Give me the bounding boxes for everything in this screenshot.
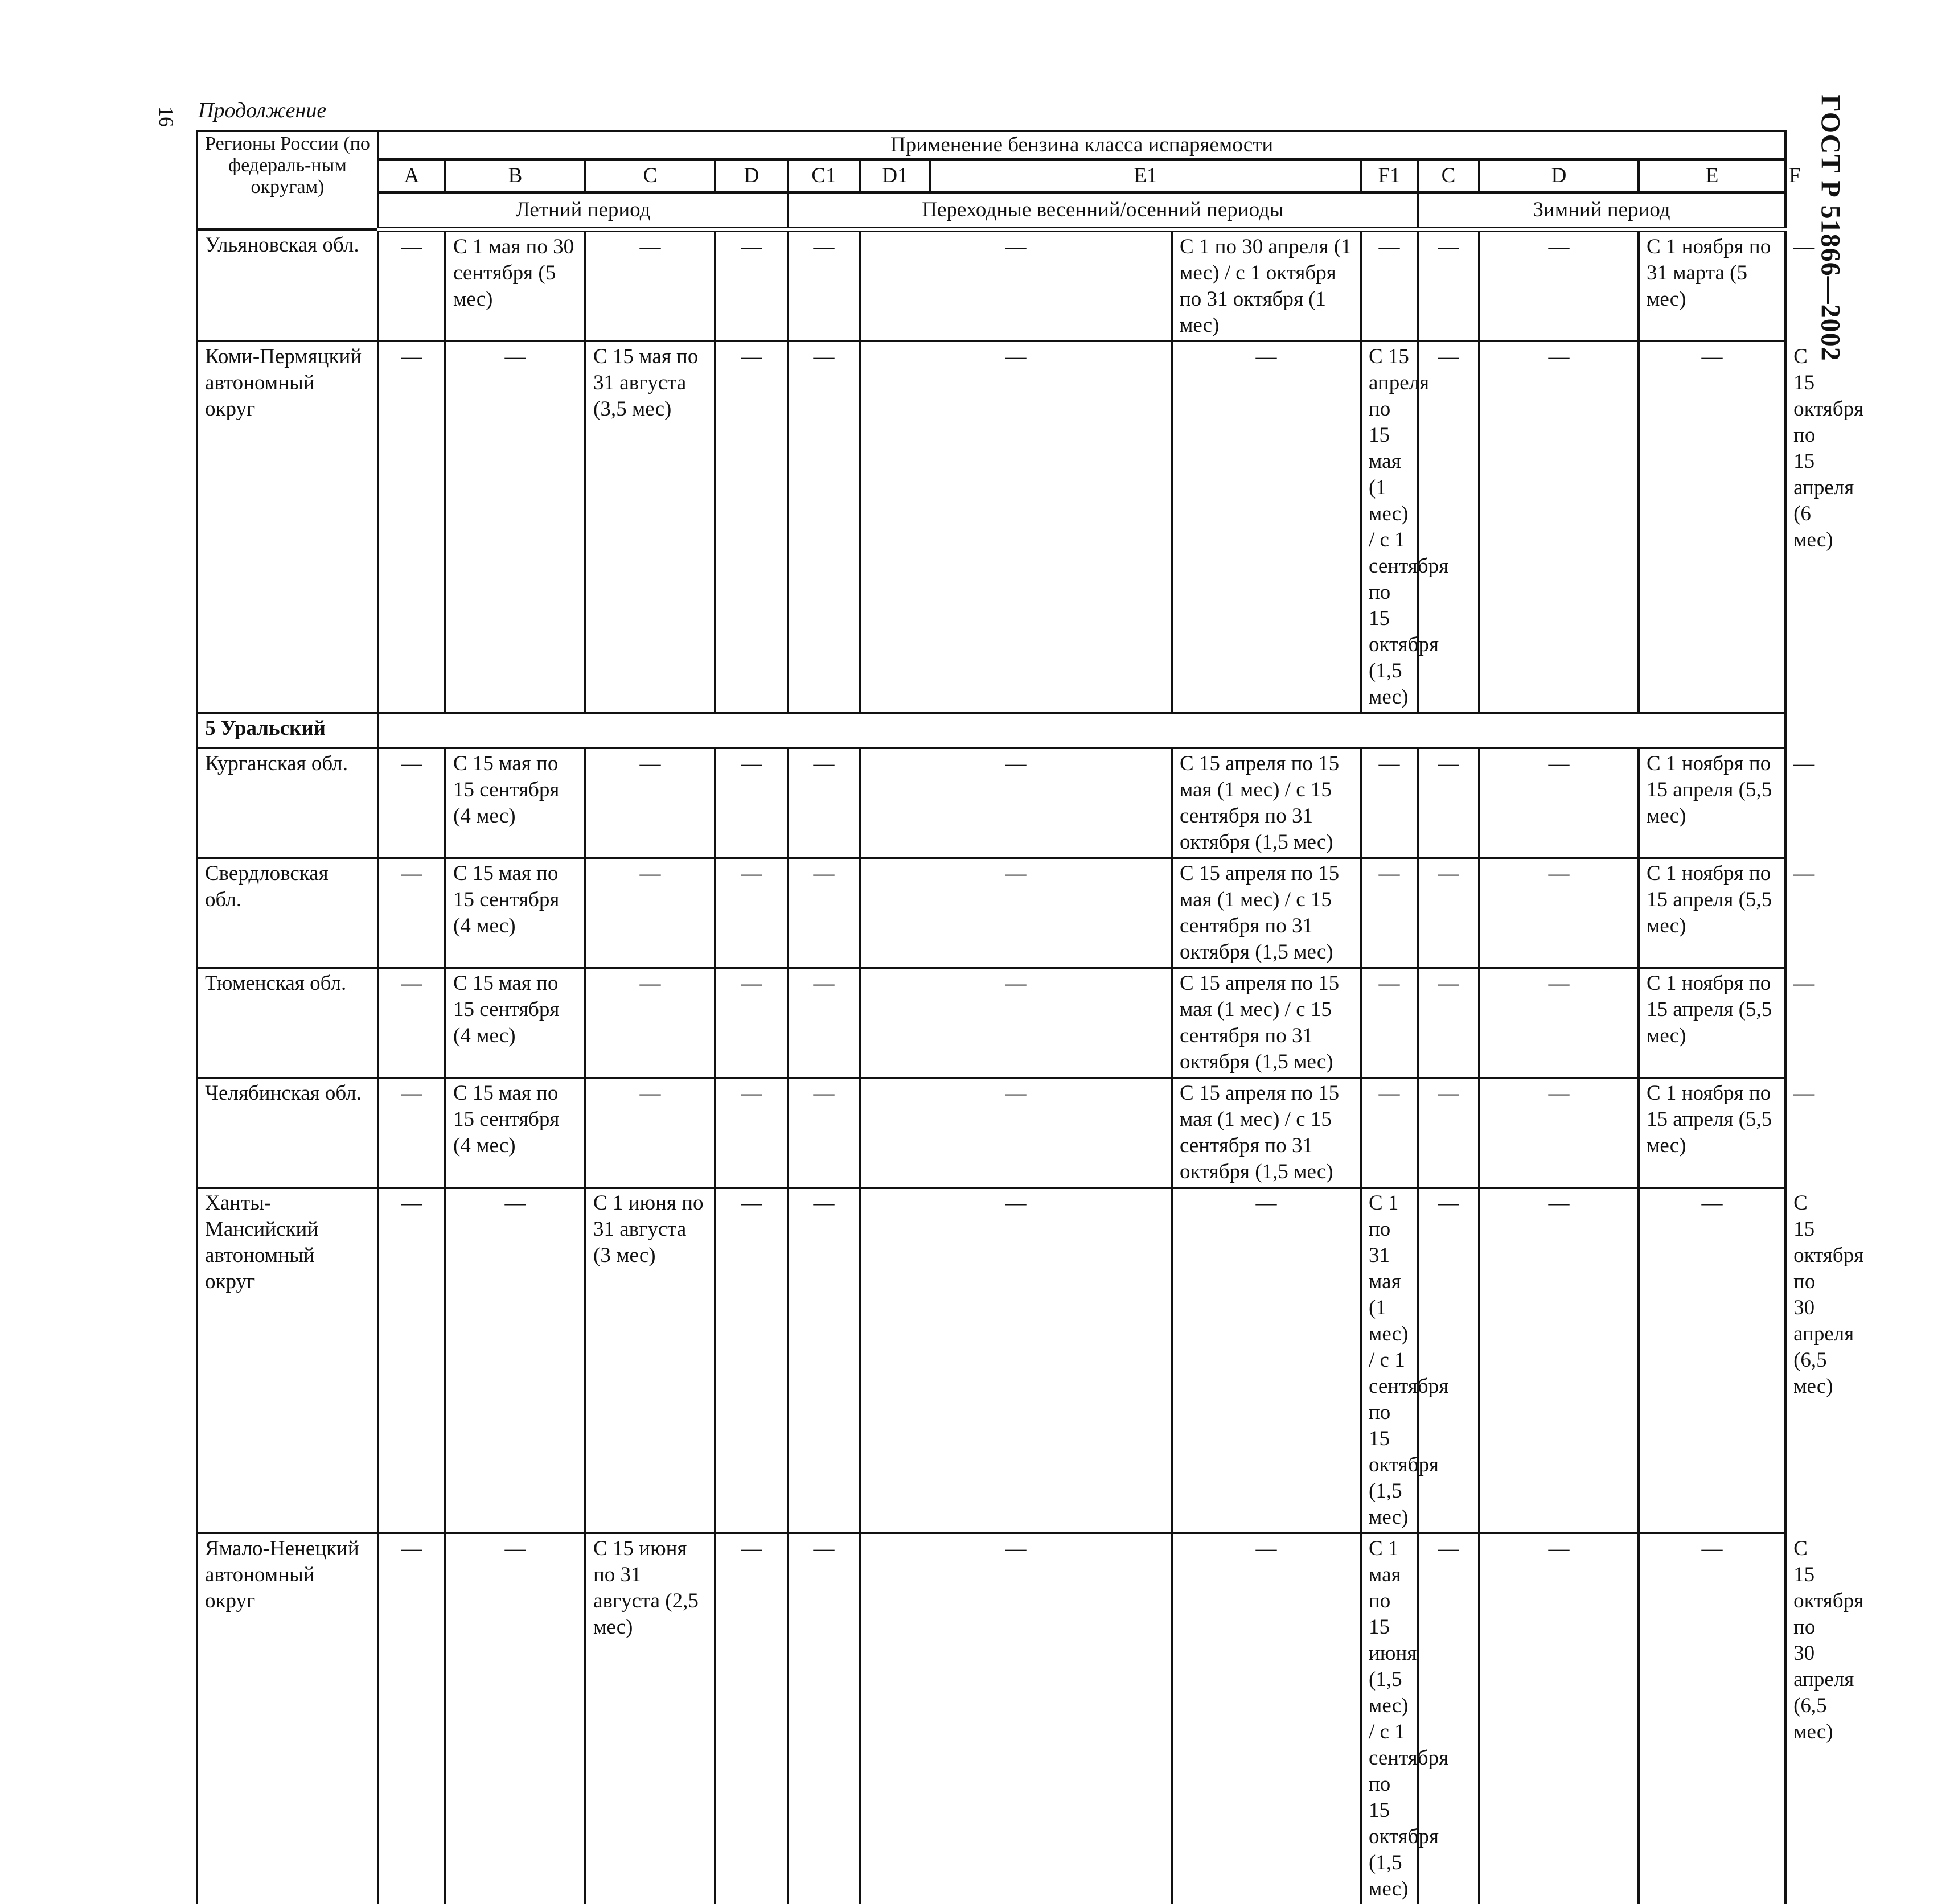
table-row: Ямало-Ненецкий автономный округ — — С 15 июня по 31 августа (2,5 мес) — — — — С 1 мая по 15 июня (1,5 мес) / с 1 сентября по 15 октября (1,5 мес) — — — С 15 октября по 30 апреля (6,5 мес) bbox=[197, 1533, 1785, 1904]
class-e1-cell: — bbox=[1172, 1533, 1361, 1904]
class-d-cell: — bbox=[715, 342, 788, 713]
winter-e-cell: — bbox=[1639, 1188, 1785, 1533]
class-d1-cell: — bbox=[860, 858, 1172, 968]
winter-e-cell: С 1 ноября по 15 апреля (5,5 мес) bbox=[1639, 968, 1785, 1078]
class-d-cell: — bbox=[715, 1078, 788, 1188]
class-f1-cell: — bbox=[1361, 858, 1418, 968]
class-c-cell: — bbox=[585, 858, 715, 968]
class-b-cell: С 15 мая по 15 сентября (4 мес) bbox=[445, 858, 585, 968]
class-b-cell: С 15 мая по 15 сентября (4 мес) bbox=[445, 1078, 585, 1188]
winter-d-cell: — bbox=[1479, 1188, 1639, 1533]
winter-c-cell: — bbox=[1418, 749, 1479, 858]
class-a-cell: — bbox=[378, 342, 445, 713]
class-d1-cell: — bbox=[860, 229, 1172, 342]
class-letter-header: А bbox=[378, 159, 445, 192]
winter-d-cell: — bbox=[1479, 1078, 1639, 1188]
table-body bbox=[197, 229, 1785, 1904]
class-a-cell: — bbox=[378, 1078, 445, 1188]
class-letter-header: C bbox=[1418, 159, 1479, 192]
region-cell: Коми-Пермяцкий автономный округ bbox=[197, 342, 378, 713]
class-c1-cell: — bbox=[788, 1188, 860, 1533]
class-c-cell: С 1 июня по 31 августа (3 мес) bbox=[585, 1188, 715, 1533]
table-row: Тюменская обл. — С 15 мая по 15 сентября (4 мес) — — — — С 15 апреля по 15 мая (1 мес) / с 15 сентября по 31 октября (1,5 мес) — — — С 1 ноября по 15 апреля (5,5 мес) — bbox=[197, 968, 1785, 1078]
class-a-cell: — bbox=[378, 1533, 445, 1904]
class-d1-cell: — bbox=[860, 1078, 1172, 1188]
class-c-cell: — bbox=[585, 1078, 715, 1188]
class-letter-header: F1 bbox=[1361, 159, 1418, 192]
table-row: Челябинская обл. — С 15 мая по 15 сентября (4 мес) — — — — С 15 апреля по 15 мая (1 мес) / с 15 сентября по 31 октября (1,5 мес) — — — С 1 ноября по 15 апреля (5,5 мес) — bbox=[197, 1078, 1785, 1188]
class-letter-header: C1 bbox=[788, 159, 860, 192]
table-row: Ульяновская обл. — С 1 мая по 30 сентября (5 мес) — — — — С 1 по 30 апреля (1 мес) / с 1 октября по 31 октября (1 мес) — — — С 1 ноября по 31 марта (5 мес) — bbox=[197, 229, 1785, 342]
class-f1-cell: С 15 апреля по 15 мая (1 мес) / с 1 сентября по 15 октября (1,5 мес) bbox=[1361, 342, 1418, 713]
standard-code bbox=[1811, 102, 1850, 353]
class-letter-header: E1 bbox=[930, 159, 1361, 192]
class-f1-cell: — bbox=[1361, 968, 1418, 1078]
transition-period-header: Переходные весенний/осенний периоды bbox=[788, 192, 1418, 229]
class-d1-cell: — bbox=[860, 342, 1172, 713]
class-f1-cell: — bbox=[1361, 1078, 1418, 1188]
class-c1-cell: — bbox=[788, 1078, 860, 1188]
class-letter-header: В bbox=[445, 159, 585, 192]
winter-d-cell: — bbox=[1479, 968, 1639, 1078]
winter-c-cell: — bbox=[1418, 1533, 1479, 1904]
class-letters-row: А В С D C1 D1 E1 F1 C D E F bbox=[197, 159, 1785, 192]
class-d1-cell: — bbox=[860, 1533, 1172, 1904]
class-c1-cell: — bbox=[788, 229, 860, 342]
winter-e-cell: — bbox=[1639, 342, 1785, 713]
period-row bbox=[197, 192, 1785, 229]
class-d1-cell: — bbox=[860, 749, 1172, 858]
table-header bbox=[197, 131, 1785, 229]
winter-c-cell: — bbox=[1418, 342, 1479, 713]
class-e1-cell: С 1 по 30 апреля (1 мес) / с 1 октября по 31 октября (1 мес) bbox=[1172, 229, 1361, 342]
winter-d-cell: — bbox=[1479, 1533, 1639, 1904]
class-f1-cell: — bbox=[1361, 229, 1418, 342]
class-letter-header: E bbox=[1639, 159, 1785, 192]
class-c1-cell: — bbox=[788, 342, 860, 713]
class-letter-header: D bbox=[1479, 159, 1639, 192]
class-c-cell: С 15 июня по 31 августа (2,5 мес) bbox=[585, 1533, 715, 1904]
class-d-cell: — bbox=[715, 858, 788, 968]
region-cell: Ульяновская обл. bbox=[197, 229, 378, 342]
class-d-cell: — bbox=[715, 968, 788, 1078]
class-b-cell: — bbox=[445, 1533, 585, 1904]
table-row: Курганская обл. — С 15 мая по 15 сентября (4 мес) — — — — С 15 апреля по 15 мая (1 мес) / с 15 сентября по 31 октября (1,5 мес) — — — С 1 ноября по 15 апреля (5,5 мес) — bbox=[197, 749, 1785, 858]
class-c-cell: — bbox=[585, 749, 715, 858]
class-d1-cell: — bbox=[860, 968, 1172, 1078]
class-e1-cell: С 15 апреля по 15 мая (1 мес) / с 15 сентября по 31 октября (1,5 мес) bbox=[1172, 749, 1361, 858]
class-a-cell: — bbox=[378, 858, 445, 968]
class-b-cell: — bbox=[445, 1188, 585, 1533]
winter-c-cell: — bbox=[1418, 858, 1479, 968]
class-c-cell: — bbox=[585, 229, 715, 342]
class-c1-cell: — bbox=[788, 968, 860, 1078]
winter-period-header: Зимний период bbox=[1418, 192, 1785, 229]
class-c-cell: — bbox=[585, 968, 715, 1078]
table-row: Ханты-Мансийский автономный округ — — С 1 июня по 31 августа (3 мес) — — — — С 1 по 31 мая (1 мес) / с 1 сентября по 15 октября (1,5 мес) — — — С 15 октября по 30 апреля (6,5 мес) bbox=[197, 1188, 1785, 1533]
standard-code-text: ГОСТ Р 51866—2002 bbox=[1815, 94, 1846, 361]
volatility-class-group-header: Применение бензина класса испаряемости bbox=[378, 131, 1785, 159]
table-row: Коми-Пермяцкий автономный округ — — С 15 мая по 31 августа (3,5 мес) — — — — С 15 апреля по 15 мая (1 мес) / с 1 сентября по 15 октября (1,5 мес) — — — С 15 октября по 15 апреля (6 мес) bbox=[197, 342, 1785, 713]
district-title: 5 Уральский bbox=[197, 713, 378, 749]
winter-d-cell: — bbox=[1479, 858, 1639, 968]
class-d-cell: — bbox=[715, 749, 788, 858]
class-b-cell: — bbox=[445, 342, 585, 713]
class-b-cell: С 15 мая по 15 сентября (4 мес) bbox=[445, 749, 585, 858]
continuation-label: Продолжение bbox=[198, 98, 326, 123]
summer-period-header: Летний период bbox=[378, 192, 788, 229]
class-b-cell: С 15 мая по 15 сентября (4 мес) bbox=[445, 968, 585, 1078]
page-number: 16 bbox=[149, 100, 183, 134]
winter-e-cell: С 1 ноября по 15 апреля (5,5 мес) bbox=[1639, 858, 1785, 968]
region-cell: Челябинская обл. bbox=[197, 1078, 378, 1188]
class-d1-cell: — bbox=[860, 1188, 1172, 1533]
class-d-cell: — bbox=[715, 229, 788, 342]
class-letter-header: С bbox=[585, 159, 715, 192]
winter-e-cell: С 1 ноября по 15 апреля (5,5 мес) bbox=[1639, 749, 1785, 858]
class-f1-cell: — bbox=[1361, 749, 1418, 858]
region-column-header: Регионы России (по федераль-ным округам) bbox=[197, 131, 378, 229]
class-f1-cell: С 1 мая по 15 июня (1,5 мес) / с 1 сентября по 15 октября (1,5 мес) bbox=[1361, 1533, 1418, 1904]
class-f1-cell: С 1 по 31 мая (1 мес) / с 1 сентября по 15 октября (1,5 мес) bbox=[1361, 1188, 1418, 1533]
winter-e-cell: С 1 ноября по 31 марта (5 мес) bbox=[1639, 229, 1785, 342]
class-e1-cell: — bbox=[1172, 1188, 1361, 1533]
class-b-cell: С 1 мая по 30 сентября (5 мес) bbox=[445, 229, 585, 342]
table-row: Свердловская обл. — С 15 мая по 15 сентября (4 мес) — — — — С 15 апреля по 15 мая (1 мес) / с 15 сентября по 31 октября (1,5 мес) — — — С 1 ноября по 15 апреля (5,5 мес) — bbox=[197, 858, 1785, 968]
region-cell: Свердловская обл. bbox=[197, 858, 378, 968]
class-c1-cell: — bbox=[788, 749, 860, 858]
region-cell: Ямало-Ненецкий автономный округ bbox=[197, 1533, 378, 1904]
class-letter-header: D1 bbox=[860, 159, 930, 192]
class-c1-cell: — bbox=[788, 1533, 860, 1904]
class-c-cell: С 15 мая по 31 августа (3,5 мес) bbox=[585, 342, 715, 713]
winter-d-cell: — bbox=[1479, 342, 1639, 713]
class-e1-cell: С 15 апреля по 15 мая (1 мес) / с 15 сентября по 31 октября (1,5 мес) bbox=[1172, 858, 1361, 968]
district-row bbox=[197, 713, 1785, 749]
class-c1-cell: — bbox=[788, 858, 860, 968]
class-a-cell: — bbox=[378, 749, 445, 858]
district-row-spacer bbox=[378, 713, 1785, 749]
class-a-cell: — bbox=[378, 1188, 445, 1533]
class-e1-cell: С 15 апреля по 15 мая (1 мес) / с 15 сентября по 31 октября (1,5 мес) bbox=[1172, 1078, 1361, 1188]
class-letter-header: D bbox=[715, 159, 788, 192]
class-d-cell: — bbox=[715, 1188, 788, 1533]
winter-e-cell: — bbox=[1639, 1533, 1785, 1904]
winter-c-cell: — bbox=[1418, 229, 1479, 342]
winter-e-cell: С 1 ноября по 15 апреля (5,5 мес) bbox=[1639, 1078, 1785, 1188]
winter-c-cell: — bbox=[1418, 1188, 1479, 1533]
class-d-cell: — bbox=[715, 1533, 788, 1904]
winter-c-cell: — bbox=[1418, 968, 1479, 1078]
winter-d-cell: — bbox=[1479, 229, 1639, 342]
winter-d-cell: — bbox=[1479, 749, 1639, 858]
winter-c-cell: — bbox=[1418, 1078, 1479, 1188]
region-cell: Курганская обл. bbox=[197, 749, 378, 858]
region-cell: Ханты-Мансийский автономный округ bbox=[197, 1188, 378, 1533]
region-cell: Тюменская обл. bbox=[197, 968, 378, 1078]
gasoline-volatility-table bbox=[196, 130, 1787, 1904]
class-a-cell: — bbox=[378, 968, 445, 1078]
class-e1-cell: — bbox=[1172, 342, 1361, 713]
class-a-cell: — bbox=[378, 229, 445, 342]
class-e1-cell: С 15 апреля по 15 мая (1 мес) / с 15 сентября по 31 октября (1,5 мес) bbox=[1172, 968, 1361, 1078]
